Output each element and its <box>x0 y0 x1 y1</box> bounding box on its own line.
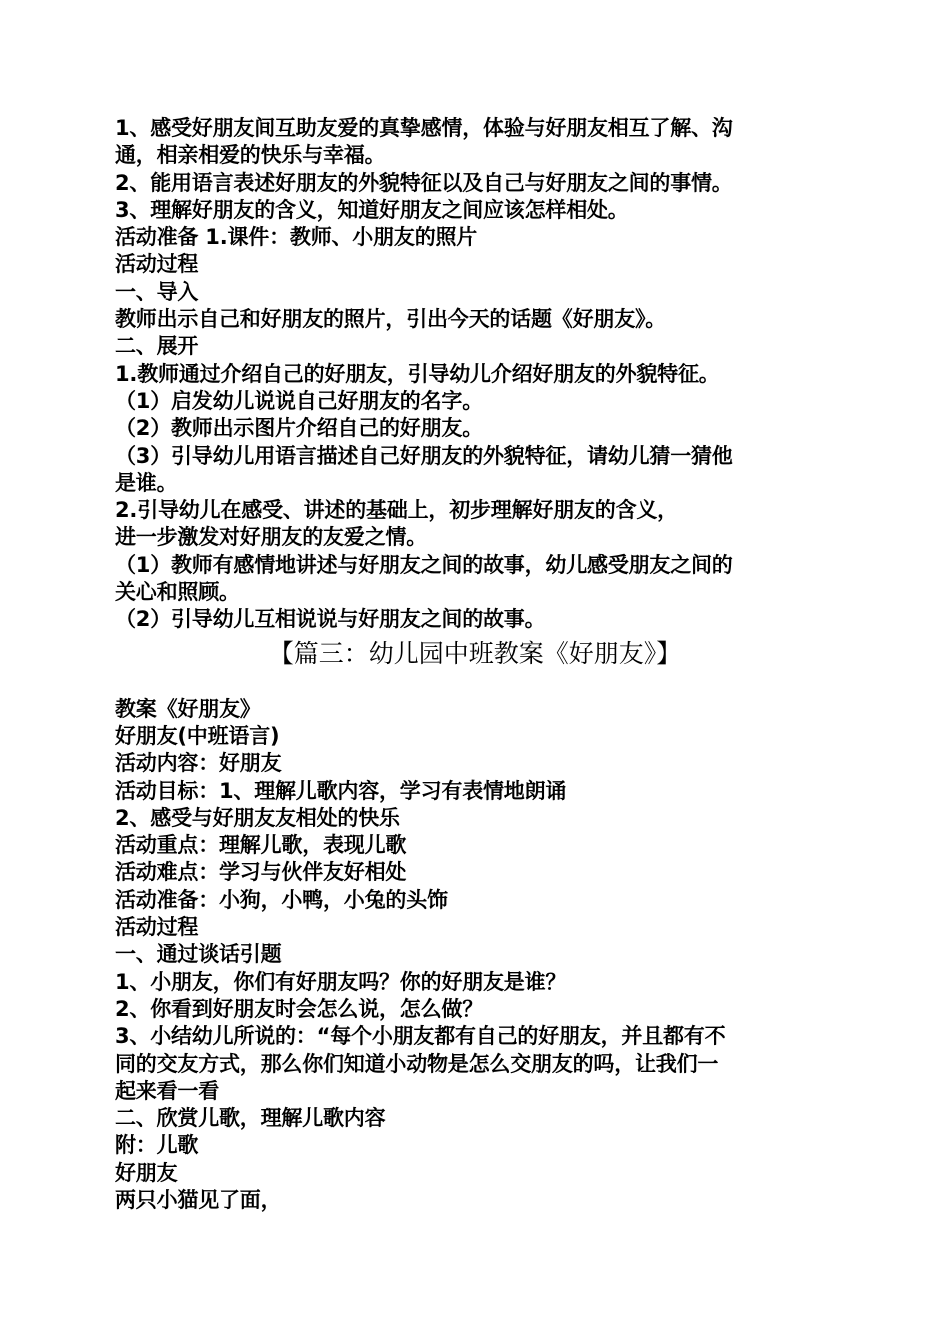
text-line: 2、你看到好朋友时会怎么说，怎么做？ <box>115 996 484 1021</box>
text-line: 2、感受与好朋友友相处的快乐 <box>115 805 400 830</box>
text-line: 2、能用语言表述好朋友的外貌特征以及自己与好朋友之间的事情。 <box>115 170 733 195</box>
text-line: 附：儿歌 <box>115 1133 199 1158</box>
text-line: （3）引导幼儿用语言描述自己好朋友的外貌特征，请幼儿猜一猜他 <box>115 443 733 468</box>
text-line: 教师出示自己和好朋友的照片，引出今天的话题《好朋友》。 <box>115 307 667 332</box>
document-page <box>115 115 835 1214</box>
text-line: 活动准备 1.课件：教师、小朋友的照片 <box>115 225 478 250</box>
text-line: 是谁。 <box>115 470 178 495</box>
text-line: 1、感受好朋友间互助友爱的真挚感情，体验与好朋友相互了解、沟 <box>115 116 733 140</box>
text-line: 进一步激发对好朋友的友爱之情。 <box>115 525 427 550</box>
text-line: 关心和照顾。 <box>115 580 240 605</box>
text-line: 1、小朋友，你们有好朋友吗？你的好朋友是谁？ <box>115 969 567 994</box>
text-line: 活动重点：理解儿歌，表现儿歌 <box>115 833 407 858</box>
lesson-plan-part-three <box>115 696 835 1215</box>
text-line: （2）引导幼儿互相说说与好朋友之间的故事。 <box>115 607 546 632</box>
text-line: （2）教师出示图片介绍自己的好朋友。 <box>115 416 484 441</box>
text-line: 活动内容：好朋友 <box>115 751 282 776</box>
text-line: 活动难点：学习与伙伴友好相处 <box>115 860 407 885</box>
text-line: 一、通过谈话引题 <box>115 942 282 967</box>
text-line: 教案《好朋友》 <box>115 696 261 721</box>
text-line: 一、导入 <box>115 279 199 304</box>
text-line: （1）教师有感情地讲述与好朋友之间的故事，幼儿感受朋友之间的 <box>115 552 733 577</box>
text-line: 活动目标：1、理解儿歌内容，学习有表情地朗诵 <box>115 778 567 803</box>
text-line: 活动准备：小狗，小鸭，小兔的头饰 <box>115 887 448 912</box>
section-heading: 【篇三：幼儿园中班教案《好朋友》】 <box>268 638 682 668</box>
text-line: 活动过程 <box>115 915 199 940</box>
text-line: 活动过程 <box>115 252 199 277</box>
text-line: 好朋友(中班语言) <box>115 723 280 748</box>
text-line: 二、展开 <box>115 334 199 359</box>
text-line: 好朋友 <box>115 1160 178 1185</box>
text-line: 1.教师通过介绍自己的好朋友，引导幼儿介绍好朋友的外貌特征。 <box>115 361 720 386</box>
lesson-plan-part-two <box>115 115 835 634</box>
text-line: 3、理解好朋友的含义，知道好朋友之间应该怎样相处。 <box>115 197 629 222</box>
text-line: 二、欣赏儿歌，理解儿歌内容 <box>115 1106 386 1131</box>
text-line: 通，相亲相爱的快乐与幸福。 <box>115 143 386 168</box>
text-line: （1）启发幼儿说说自己好朋友的名字。 <box>115 388 484 413</box>
text-line: 3、小结幼儿所说的：“每个小朋友都有自己的好朋友，并且都有不 <box>115 1024 726 1049</box>
text-line: 两只小猫见了面， <box>115 1187 282 1212</box>
text-line: 同的交友方式，那么你们知道小动物是怎么交朋友的吗，让我们一 <box>115 1051 719 1076</box>
text-line: 起来看一看 <box>115 1078 219 1103</box>
text-line: 2.引导幼儿在感受、讲述的基础上，初步理解好朋友的含义， <box>115 498 678 523</box>
